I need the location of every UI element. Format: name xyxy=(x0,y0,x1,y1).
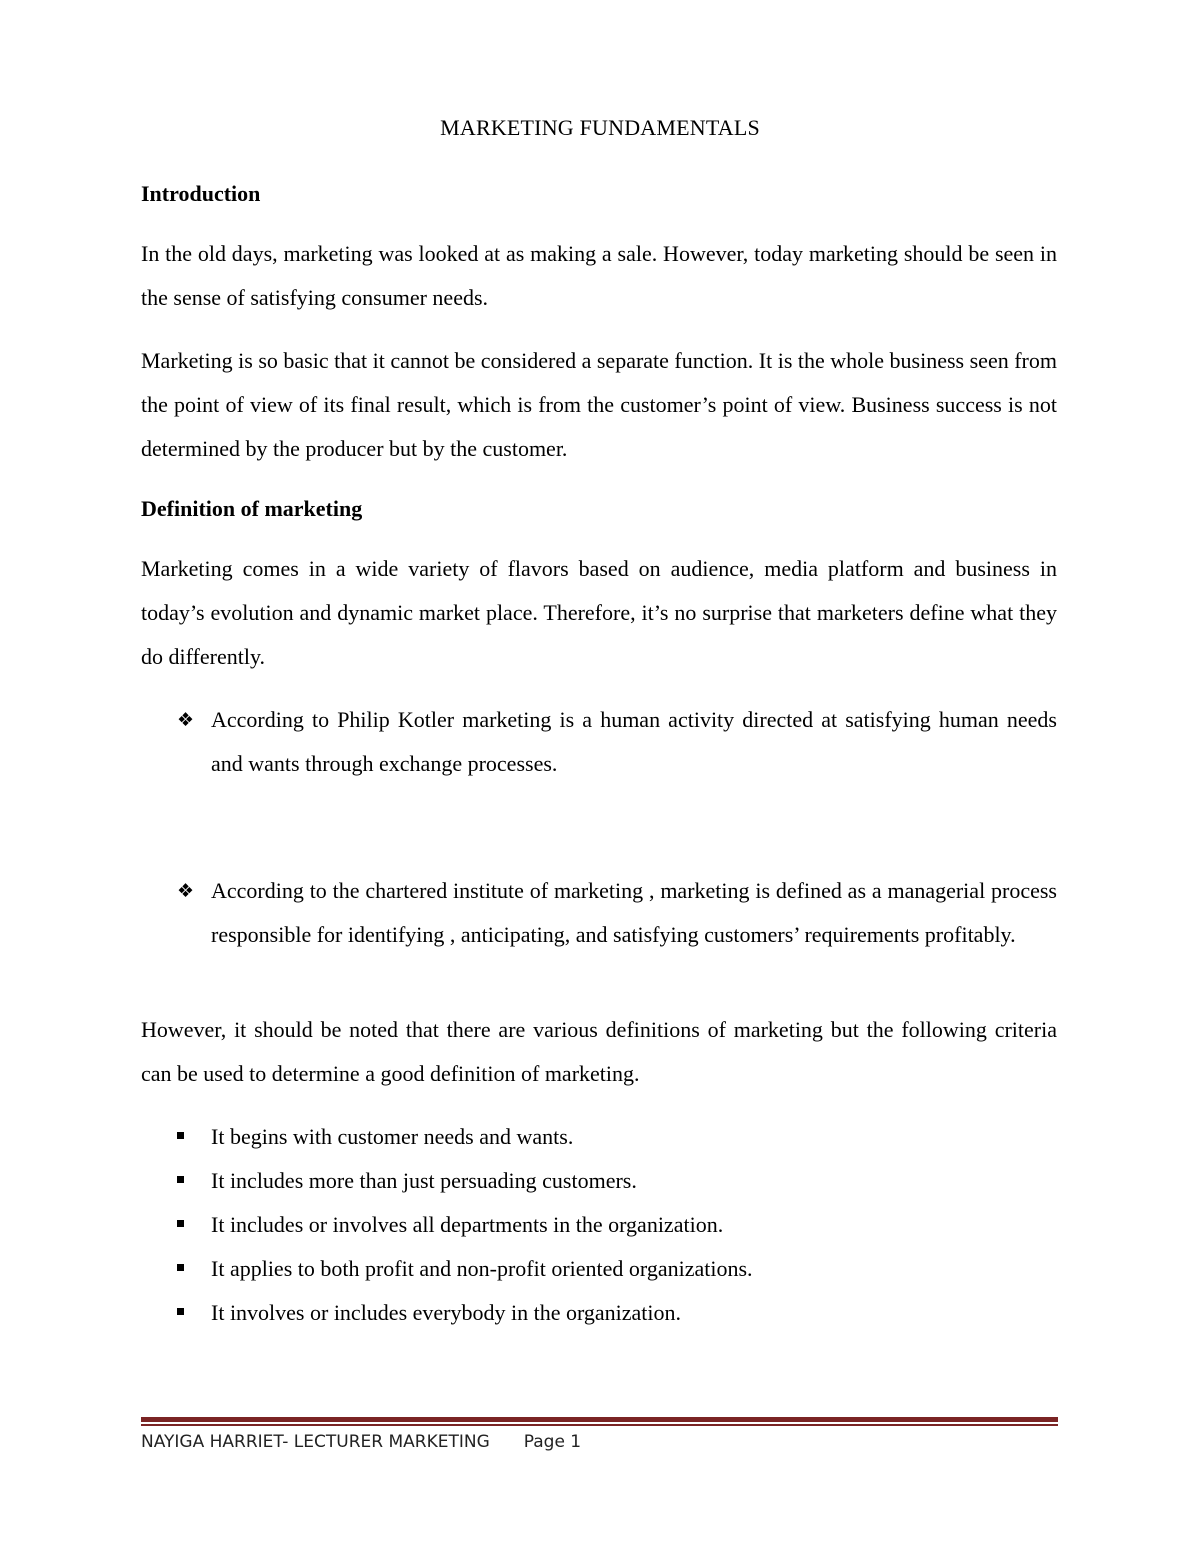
list-item xyxy=(141,1203,1057,1247)
footer-divider xyxy=(141,1417,1058,1426)
criteria-paragraph: However, it should be noted that there are various definitions of marketing but the following criteria can be used to determine a good definition of marketing. xyxy=(141,1017,1057,1086)
intro-paragraph-2: Marketing is so basic that it cannot be considered a separate function. It is the whole business seen from the point of view of its final result, which is from the customer’s point of view. Business success is not determined by the producer but by the customer. xyxy=(141,348,1057,461)
list-item xyxy=(141,1247,1057,1291)
square-bullet-icon xyxy=(177,1132,184,1139)
criteria-text: It includes more than just persuading customers. xyxy=(211,1168,637,1193)
square-bullet-icon xyxy=(177,1264,184,1271)
list-item xyxy=(141,1115,1057,1159)
page-footer xyxy=(141,1432,581,1452)
footer-divider-thin xyxy=(141,1424,1058,1426)
definition-text: According to Philip Kotler marketing is a human activity directed at satisfying human needs and wants through exchange processes. xyxy=(211,707,1057,776)
intro-paragraph-1: In the old days, marketing was looked at as making a sale. However, today marketing should be seen in the sense of satisfying consumer needs. xyxy=(141,241,1057,310)
list-item xyxy=(141,869,1057,957)
footer-divider-thick xyxy=(141,1417,1058,1422)
criteria-text: It begins with customer needs and wants. xyxy=(211,1124,574,1149)
square-bullet-icon xyxy=(177,1308,184,1315)
footer-author: NAYIGA HARRIET- LECTURER MARKETING xyxy=(141,1432,490,1452)
criteria-text: It applies to both profit and non-profit oriented organizations. xyxy=(211,1256,753,1281)
square-bullet-icon xyxy=(177,1176,184,1183)
criteria-list xyxy=(141,1115,1057,1335)
page-title: MARKETING FUNDAMENTALS xyxy=(440,115,760,140)
definition-heading: Definition of marketing xyxy=(141,496,363,521)
definition-text: According to the chartered institute of marketing , marketing is defined as a managerial process responsible for identifying , anticipating, and satisfying customers’ requirements profitably. xyxy=(211,878,1057,947)
diamond-bullet-icon: ❖ xyxy=(177,880,195,902)
footer-page-number: Page 1 xyxy=(523,1432,582,1452)
square-bullet-icon xyxy=(177,1220,184,1227)
definition-paragraph: Marketing comes in a wide variety of flavors based on audience, media platform and business in today’s evolution and dynamic market place. Therefore, it’s no surprise that marketers define what they do differently. xyxy=(141,556,1057,669)
document-body xyxy=(141,176,1057,1335)
list-item xyxy=(141,698,1057,786)
definitions-list xyxy=(141,698,1057,957)
intro-heading: Introduction xyxy=(141,181,261,206)
diamond-bullet-icon: ❖ xyxy=(177,709,195,731)
criteria-text: It involves or includes everybody in the organization. xyxy=(211,1300,682,1325)
criteria-text: It includes or involves all departments in the organization. xyxy=(211,1212,724,1237)
list-item xyxy=(141,1291,1057,1335)
list-item xyxy=(141,1159,1057,1203)
